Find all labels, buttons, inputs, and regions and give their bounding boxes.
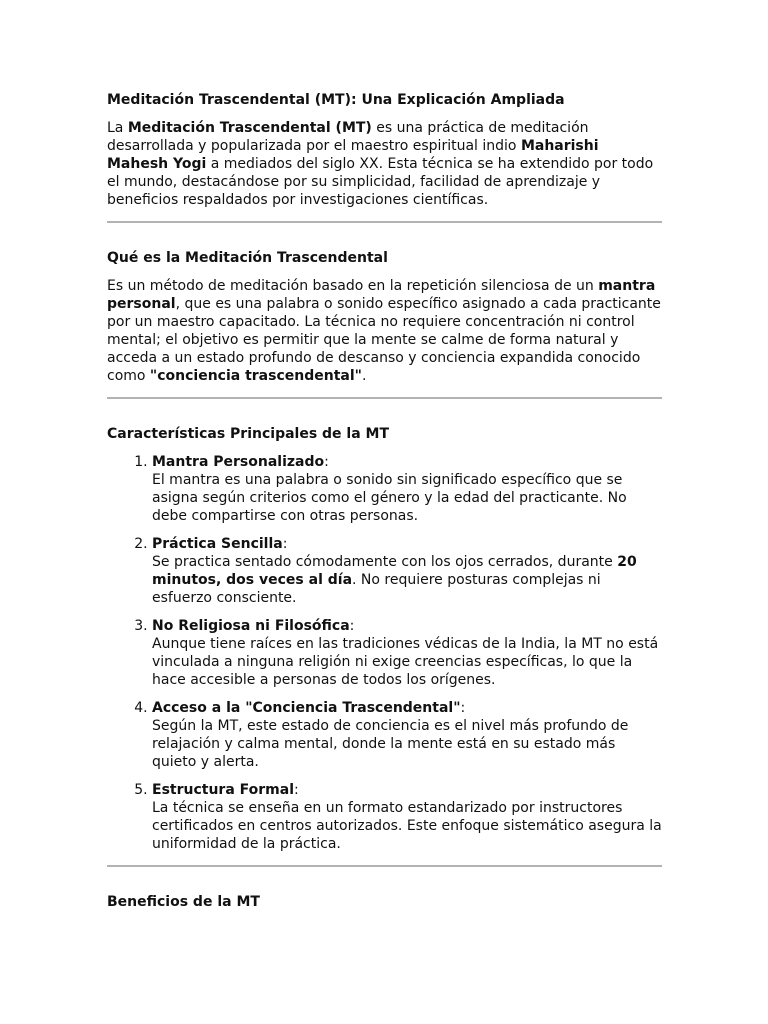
what-is-text-3: . <box>361 368 367 384</box>
feature-item <box>152 781 662 853</box>
feature-item <box>152 617 662 689</box>
document-title: Meditación Trascendental (MT): Una Explicación Ampliada <box>107 92 565 108</box>
section-divider <box>107 221 662 223</box>
intro-paragraph <box>107 119 662 209</box>
feature-title: No Religiosa ni Filosófica <box>152 618 350 634</box>
feature-colon: : <box>294 782 299 798</box>
features-heading: Características Principales de la MT <box>107 426 390 442</box>
what-is-heading: Qué es la Meditación Trascendental <box>107 250 388 266</box>
feature-bold: 20 minutos, dos veces al día <box>152 554 637 588</box>
feature-title: Mantra Personalizado <box>152 454 325 470</box>
feature-text-1: Se practica sentado cómodamente con los ojos cerrados, durante <box>152 554 618 570</box>
what-is-bold-1: mantra personal <box>107 278 656 312</box>
feature-item <box>152 453 662 525</box>
feature-item <box>152 699 662 771</box>
feature-colon: : <box>349 618 355 634</box>
intro-text-1: La <box>107 120 128 136</box>
intro-text-2: es una práctica de meditación desarrollada y popularizada por el maestro espiritual indio <box>107 120 589 154</box>
features-list <box>107 453 662 853</box>
intro-bold-2: Maharishi Mahesh Yogi <box>107 138 599 172</box>
what-is-text-2: , que es una palabra o sonido específico asignado a cada practicante por un maestro capacitado. La técnica no requiere concentración ni control mental; el objetivo es permitir que la mente se calme de forma natural y acceda a un estado profundo de descanso y conciencia expandida conocido como <box>107 296 661 384</box>
feature-title: Acceso a la "Conciencia Trascendental" <box>152 700 461 716</box>
feature-text-1: La técnica se enseña en un formato estandarizado por instructores certificados en centros autorizados. Este enfoque sistemático asegura la uniformidad de la práctica. <box>152 800 662 852</box>
feature-text-1: El mantra es una palabra o sonido sin significado específico que se asigna según criterios como el género y la edad del practicante. No debe compartirse con otras personas. <box>152 472 627 524</box>
feature-colon: : <box>324 454 329 470</box>
benefits-heading: Beneficios de la MT <box>107 894 260 910</box>
section-divider <box>107 865 662 867</box>
feature-colon: : <box>282 536 288 552</box>
what-is-text-1: Es un método de meditación basado en la repetición silenciosa de un <box>107 278 599 294</box>
what-is-bold-2: "conciencia trascendental" <box>149 368 362 384</box>
feature-item <box>152 535 662 607</box>
feature-text-1: Según la MT, este estado de conciencia es el nivel más profundo de relajación y calma mental, donde la mente está en su estado más quieto y alerta. <box>152 718 629 770</box>
intro-bold-1: Meditación Trascendental (MT) <box>127 120 372 136</box>
feature-colon: : <box>460 700 466 716</box>
feature-title: Estructura Formal <box>152 782 294 798</box>
feature-text-1: Aunque tiene raíces en las tradiciones védicas de la India, la MT no está vinculada a ninguna religión ni exige creencias específicas, lo que la hace accesible a personas de todos los orígenes. <box>152 636 659 688</box>
feature-text-2: . No requiere posturas complejas ni esfuerzo consciente. <box>152 572 601 606</box>
section-divider <box>107 397 662 399</box>
intro-text-3: a mediados del siglo XX. Esta técnica se ha extendido por todo el mundo, destacándose por su simplicidad, facilidad de aprendizaje y beneficios respaldados por investigaciones científicas. <box>107 156 654 208</box>
document-content <box>107 90 662 911</box>
feature-title: Práctica Sencilla <box>152 536 283 552</box>
what-is-paragraph <box>107 277 662 385</box>
